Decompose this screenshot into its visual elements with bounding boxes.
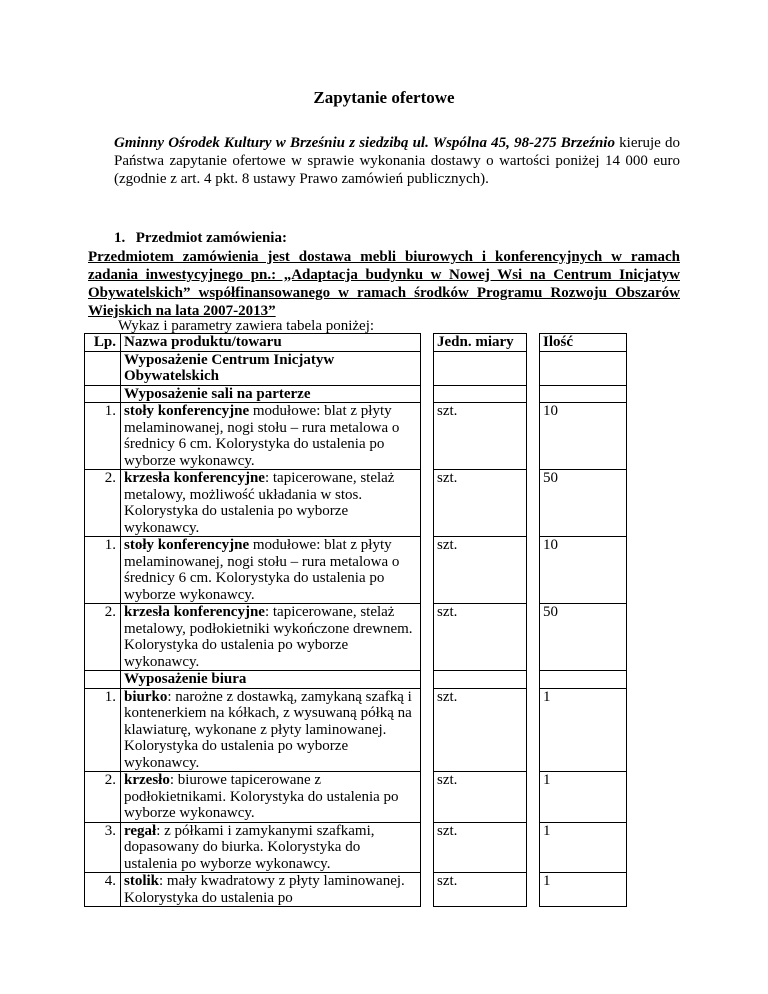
table-row [85, 604, 627, 671]
row-unit: szt. [434, 403, 527, 470]
row-qty: 1 [540, 772, 627, 823]
product-name: biurko [124, 688, 168, 705]
table-row [85, 403, 627, 470]
group-row [85, 671, 627, 689]
row-lp: 2. [85, 604, 121, 671]
intro-paragraph [114, 134, 680, 188]
row-name [121, 537, 421, 604]
product-name: krzesła konferencyjne [124, 470, 265, 486]
group-label: Wyposażenie biura [121, 671, 421, 689]
intro-text: kieruje do Państwa zapytanie ofertowe w sprawie wykonania dostawy o wartości poniżej 14 000 euro (zgodnie z art. 4 pkt. 8 ustawy Prawo zamówień publicznych). [114, 135, 680, 187]
items-table [84, 333, 627, 907]
row-lp: 2. [85, 470, 121, 537]
product-desc: : biurowe tapicerowane z podłokietnikami. Kolorystyka do ustalenia po wyborze wykonawcy. [124, 772, 399, 821]
group-label: Wyposażenie Centrum Inicjatyw Obywatelskich [121, 351, 421, 385]
row-name [121, 403, 421, 470]
product-desc: : z półkami i zamykanymi szafkami, dopasowany do biurka. Kolorystyka do ustalenia po wyborze wykonawcy. [124, 822, 375, 872]
section-heading [114, 230, 287, 247]
row-name [121, 822, 421, 873]
row-lp: 4. [85, 873, 121, 907]
table-row [85, 772, 627, 823]
table-row [85, 470, 627, 537]
row-lp: 1. [85, 403, 121, 470]
header-unit: Jedn. miary [434, 334, 527, 352]
row-lp: 1. [85, 537, 121, 604]
row-unit: szt. [434, 688, 527, 772]
order-subject: Przedmiotem zamówienia jest dostawa mebli biurowych i konferencyjnych w ramach zadania inwestycyjnego pn.: „Adaptacja budynku w Nowej Wsi na Centrum Inicjatyw Obywatelskich” współfinansowanego w ramach środków Programu Rozwoju Obszarów Wiejskich na lata 2007-2013” [88, 249, 680, 319]
product-desc: : tapicerowane, stelaż metalowy, możliwość układania w stos. Kolorystyka do ustalenia po wyborze wykonawcy. [124, 470, 395, 536]
row-qty: 10 [540, 403, 627, 470]
product-desc: : narożne z dostawką, zamykaną szafką i kontenerkiem na kółkach, z wysuwaną półką na klawiaturę, wykonane z płyty laminowanej. Kolorystyka do ustalenia po wyborze wykonawcy. [124, 688, 412, 771]
table-row [85, 822, 627, 873]
header-name: Nazwa produktu/towaru [121, 334, 421, 352]
product-name: krzesło [124, 772, 170, 788]
row-name [121, 873, 421, 907]
table-header-row [85, 334, 627, 352]
product-desc: modułowe: blat z płyty melaminowanej, nogi stołu – rura metalowa o średnicy 6 cm. Kolorystyka do ustalenia po wyborze wykonawcy. [124, 537, 400, 603]
row-unit: szt. [434, 537, 527, 604]
product-name: regał [124, 822, 157, 839]
row-lp: 1. [85, 688, 121, 772]
product-desc: modułowe: blat z płyty melaminowanej, nogi stołu – rura metalowa o średnicy 6 cm. Kolorystyka do ustalenia po wyborze wykonawcy. [124, 403, 400, 469]
product-desc: : mały kwadratowy z płyty laminowanej. Kolorystyka do ustalenia po [124, 873, 405, 906]
product-name: stolik [124, 873, 160, 889]
product-name: stoły konferencyjne [124, 403, 250, 419]
group-row [85, 385, 627, 403]
section-number: 1. [114, 230, 126, 246]
row-name [121, 604, 421, 671]
group-label: Wyposażenie sali na parterze [121, 385, 421, 403]
row-name [121, 772, 421, 823]
row-unit: szt. [434, 772, 527, 823]
row-qty: 1 [540, 822, 627, 873]
row-unit: szt. [434, 604, 527, 671]
group-row [85, 351, 627, 385]
table-row [85, 873, 627, 907]
product-desc: : tapicerowane, stelaż metalowy, podłokietniki wykończone drewnem. Kolorystyka do ustalenia po wyborze wykonawcy. [124, 604, 413, 670]
row-qty: 10 [540, 537, 627, 604]
header-lp: Lp. [85, 334, 121, 352]
row-lp: 3. [85, 822, 121, 873]
page-title: Zapytanie ofertowe [313, 88, 455, 107]
row-qty: 1 [540, 688, 627, 772]
row-name [121, 688, 421, 772]
row-unit: szt. [434, 822, 527, 873]
row-unit: szt. [434, 470, 527, 537]
row-qty: 50 [540, 604, 627, 671]
product-name: krzesła konferencyjne [124, 604, 265, 620]
header-qty: Ilość [540, 334, 627, 352]
section-title: Przedmiot zamówienia: [135, 230, 287, 246]
table-caption: Wykaz i parametry zawiera tabela poniżej: [118, 318, 375, 334]
table-row [85, 537, 627, 604]
row-name [121, 470, 421, 537]
product-name: stoły konferencyjne [124, 537, 250, 553]
row-qty: 1 [540, 873, 627, 907]
row-qty: 50 [540, 470, 627, 537]
table-row [85, 688, 627, 772]
organization-name: Gminny Ośrodek Kultury w Brześniu z siedzibą ul. Wspólna 45, 98-275 Brzeźnio [114, 135, 615, 151]
row-lp: 2. [85, 772, 121, 823]
row-unit: szt. [434, 873, 527, 907]
